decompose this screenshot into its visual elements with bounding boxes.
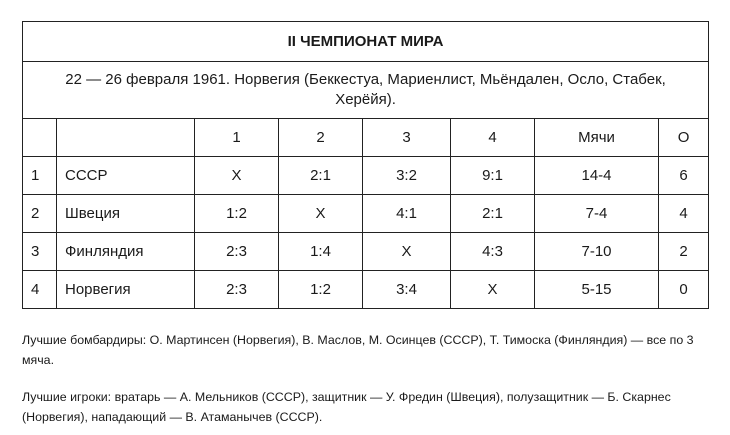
goals-cell: 7-4 bbox=[535, 195, 659, 233]
championship-table bbox=[22, 21, 709, 309]
goals-cell: 7-10 bbox=[535, 233, 659, 271]
place-cell: 4 bbox=[23, 271, 57, 309]
top-scorers-note: Лучшие бомбардиры: О. Мартинсен (Норвегия), В. Маслов, М. Осинцев (СССР), Т. Тимоска (Финляндия) — все по 3 мяча. bbox=[22, 333, 694, 367]
table-row bbox=[23, 233, 709, 271]
result-cell: 2:3 bbox=[195, 233, 279, 271]
team-cell: Швеция bbox=[57, 195, 195, 233]
points-cell: 4 bbox=[659, 195, 709, 233]
place-cell: 1 bbox=[23, 157, 57, 195]
header-col-1: 1 bbox=[195, 119, 279, 157]
header-team bbox=[57, 119, 195, 157]
table-row bbox=[23, 157, 709, 195]
points-cell: 6 bbox=[659, 157, 709, 195]
result-cell: 9:1 bbox=[451, 157, 535, 195]
result-cell: Х bbox=[451, 271, 535, 309]
result-cell: 1:2 bbox=[195, 195, 279, 233]
points-cell: 0 bbox=[659, 271, 709, 309]
result-cell: Х bbox=[279, 195, 363, 233]
table-subtitle: 22 — 26 февраля 1961. Норвегия (Беккестуа, Мариенлист, Мьёндален, Осло, Стабек, Херёйя). bbox=[23, 62, 709, 119]
result-cell: 1:4 bbox=[279, 233, 363, 271]
result-cell: 4:3 bbox=[451, 233, 535, 271]
place-cell: 3 bbox=[23, 233, 57, 271]
header-col-3: 3 bbox=[363, 119, 451, 157]
team-cell: Финляндия bbox=[57, 233, 195, 271]
header-place bbox=[23, 119, 57, 157]
place-cell: 2 bbox=[23, 195, 57, 233]
goals-cell: 5-15 bbox=[535, 271, 659, 309]
table-title: II ЧЕМПИОНАТ МИРА bbox=[23, 22, 709, 62]
header-goals: Мячи bbox=[535, 119, 659, 157]
best-players-note: Лучшие игроки: вратарь — А. Мельников (СССР), защитник — У. Фредин (Швеция), полузащитник — Б. Скарнес (Норвегия), нападающий — В. Атаманычев (СССР). bbox=[22, 390, 671, 424]
subtitle-row bbox=[23, 62, 709, 119]
header-row bbox=[23, 119, 709, 157]
result-cell: 2:3 bbox=[195, 271, 279, 309]
header-points: О bbox=[659, 119, 709, 157]
header-col-4: 4 bbox=[451, 119, 535, 157]
team-cell: Норвегия bbox=[57, 271, 195, 309]
header-col-2: 2 bbox=[279, 119, 363, 157]
result-cell: 3:4 bbox=[363, 271, 451, 309]
result-cell: Х bbox=[195, 157, 279, 195]
goals-cell: 14-4 bbox=[535, 157, 659, 195]
result-cell: 4:1 bbox=[363, 195, 451, 233]
result-cell: Х bbox=[363, 233, 451, 271]
result-cell: 2:1 bbox=[279, 157, 363, 195]
result-cell: 2:1 bbox=[451, 195, 535, 233]
team-cell: СССР bbox=[57, 157, 195, 195]
result-cell: 3:2 bbox=[363, 157, 451, 195]
result-cell: 1:2 bbox=[279, 271, 363, 309]
table-row bbox=[23, 195, 709, 233]
title-row bbox=[23, 22, 709, 62]
table-row bbox=[23, 271, 709, 309]
points-cell: 2 bbox=[659, 233, 709, 271]
